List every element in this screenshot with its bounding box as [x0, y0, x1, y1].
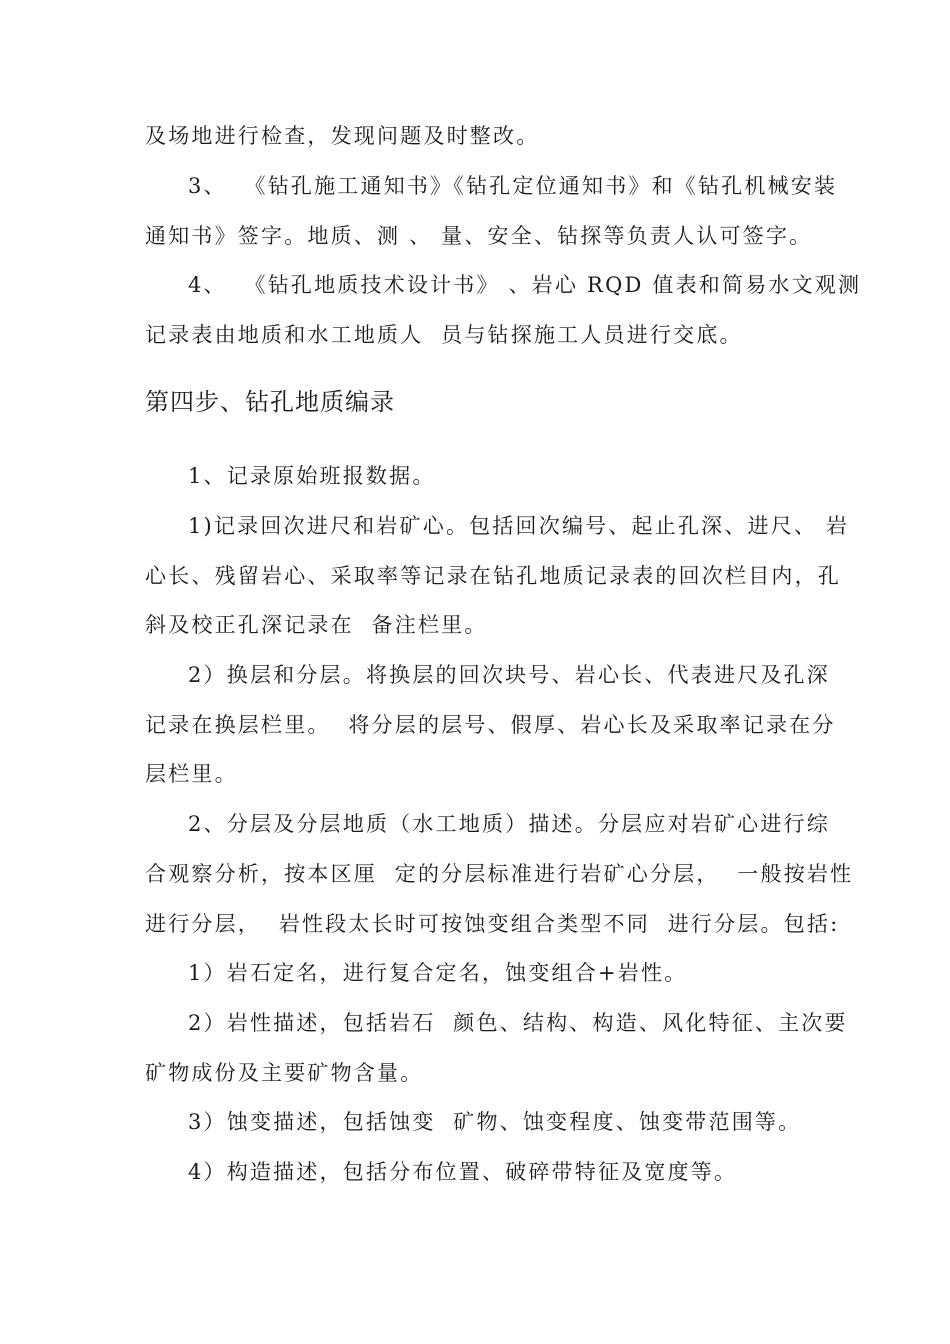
paragraph-line: 及场地进行检查，发现问题及时整改。	[145, 124, 540, 148]
paragraph-line: 层栏里。	[145, 762, 238, 786]
paragraph-line: 斜及校正孔深记录在 备注栏里。	[145, 613, 488, 637]
paragraph-line: 3）蚀变描述，包括蚀变 矿物、蚀变程度、蚀变带范围等。	[188, 1110, 802, 1134]
paragraph-line: 3、 《钻孔施工通知书》《钻孔定位通知书》和《钻孔机械安装	[188, 174, 838, 198]
paragraph-line: 1、记录原始班报数据。	[188, 464, 436, 488]
paragraph-line: 1）岩石定名，进行复合定名，蚀变组合+岩性。	[188, 961, 688, 985]
paragraph-line: 矿物成份及主要矿物含量。	[145, 1061, 424, 1085]
paragraph-line: 4、 《钻孔地质技术设计书》 、岩心 RQD 值表和简易水文观测	[188, 273, 862, 297]
paragraph-line: 2、分层及分层地质（水工地质）描述。分层应对岩矿心进行综	[188, 812, 830, 836]
paragraph-line: 记录在换层栏里。 将分层的层号、假厚、岩心长及采取率记录在分	[145, 713, 836, 737]
paragraph-line: 2）换层和分层。将换层的回次块号、岩心长、代表进尺及孔深	[188, 663, 830, 687]
paragraph-line: 心长、残留岩心、采取率等记录在钻孔地质记录表的回次栏目内，孔	[145, 564, 841, 588]
paragraph-line: 1)记录回次进尺和岩矿心。包括回次编号、起止孔深、进尺、 岩	[188, 514, 850, 538]
paragraph-line: 2）岩性描述，包括岩石 颜色、结构、构造、风化特征、主次要	[188, 1011, 848, 1035]
paragraph-line: 进行分层， 岩性段太长时可按蚀变组合类型不同 进行分层。包括:	[145, 912, 840, 936]
paragraph-line: 通知书》签字。地质、测 、 量、安全、钻探等负责人认可签字。	[145, 224, 813, 248]
paragraph-line: 4）构造描述，包括分布位置、破碎带特征及宽度等。	[188, 1160, 738, 1184]
paragraph-line: 合观察分析，按本区厘 定的分层标准进行岩矿心分层， 一般按岩性	[145, 862, 854, 886]
paragraph-line: 记录表由地质和水工地质人 员与钻探施工人员进行交底。	[145, 323, 743, 347]
section-heading: 第四步、钻孔地质编录	[145, 388, 395, 416]
